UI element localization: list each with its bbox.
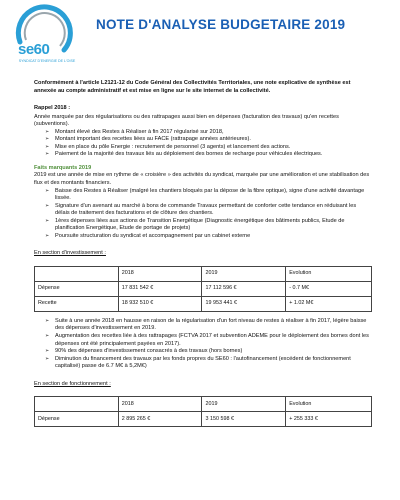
investissement-table: [34, 266, 372, 312]
faits-title: Faits marquants 2019: [34, 164, 92, 171]
table-row: [35, 296, 372, 311]
table-cell: + 255 333 €: [286, 412, 372, 427]
table-cell: 2018: [118, 397, 202, 412]
list-item: ➢ Montant important des recettes liées au FACE (rattrapage années antérieures).: [45, 136, 372, 144]
list-item: ➢ Augmentation des recettes liée à des rattrapages (FCTVA 2017 et subvention ADEME pour le déploiement des bornes dont les dépenses ont été principalement payées en 2017).: [45, 333, 372, 348]
list-item: ➢ Paiement de la majorité des travaux liés au déploiement des bornes de recharge pour véhicules électriques.: [45, 151, 372, 159]
table-cell: Dépense: [35, 281, 119, 296]
investissement-list: [45, 318, 372, 371]
table-cell: 2018: [118, 266, 202, 281]
document-body: [34, 80, 372, 427]
table-cell: 17 112 596 €: [202, 281, 286, 296]
table-cell: 2019: [202, 397, 286, 412]
list-item: ➢ Baisse des Restes à Réaliser (malgré les chantiers bloqués par la dépose de la fibre optique), signe d'une activité davantage lissée.: [45, 188, 372, 203]
faits-list: [45, 188, 372, 241]
table-cell: [35, 266, 119, 281]
faits-text: 2019 est une année de mise en rythme de « croisière » des activités du syndicat, marquée par une amélioration et une stabilisation des flux et des montants financiers.: [34, 172, 370, 187]
table-row: [35, 266, 372, 281]
table-cell: Dépense: [35, 412, 119, 427]
table-cell: 17 831 542 €: [118, 281, 202, 296]
table-cell: 18 932 510 €: [118, 296, 202, 311]
list-item: ➢ Montant élevé des Restes à Réaliser à fin 2017 régularisé sur 2018,: [45, 129, 372, 137]
table-cell: Recette: [35, 296, 119, 311]
investissement-title: En section d'investissement :: [34, 250, 106, 257]
logo-text: se60: [18, 41, 50, 58]
table-cell: 2019: [202, 266, 286, 281]
table-cell: [35, 397, 119, 412]
table-cell: Evolution: [286, 266, 372, 281]
table-cell: + 1.02 M€: [286, 296, 372, 311]
list-item: ➢ Diminution du financement des travaux par les fonds propres du SE60 : l'autofinancement (excédent de fonctionnement capitalisé) passe de 6.7 M€ à 5,2M€): [45, 356, 372, 371]
list-item: ➢ 90% des dépenses d'investissement consacrés à des travaux (hors bornes): [45, 348, 372, 356]
list-item: ➢ 1ères dépenses liées aux actions de Transition Energétique (Diagnostic énergétique des bâtiments publics, Etude de planification Energétique, Etude de portage de projets): [45, 218, 372, 233]
table-row: [35, 412, 372, 427]
list-item: ➢ Mise en place du pôle Energie : recrutement de personnel (3 agents) et lancement des actions.: [45, 144, 372, 152]
rappel-title: Rappel 2018 :: [34, 105, 71, 112]
rappel-list: [45, 129, 372, 159]
table-cell: 19 953 441 €: [202, 296, 286, 311]
table-cell: 3 150 598 €: [202, 412, 286, 427]
table-cell: - 0.7 M€: [286, 281, 372, 296]
logo-subtitle: SYNDICAT D'ENERGIE DE L'OISE: [18, 59, 76, 63]
list-item: ➢ Poursuite structuration du syndicat et accompagnement par un cabinet externe: [45, 233, 372, 241]
table-row: [35, 397, 372, 412]
fonctionnement-table: [34, 396, 372, 427]
table-cell: Evolution: [286, 397, 372, 412]
table-row: [35, 281, 372, 296]
intro-paragraph: Conformément à l'article L2121-12 du Code Général des Collectivités Territoriales, une note explicative de synthèse est annexée au compte administratif et est mise en ligne sur le site internet de la collectivité.: [34, 80, 351, 94]
fonctionnement-title: En section de fonctionnement :: [34, 380, 111, 387]
page-title: NOTE D'ANALYSE BUDGETAIRE 2019: [96, 17, 346, 32]
rappel-text: Année marquée par des régularisations ou des rattrapages aussi bien en dépenses (facturation des travaux) qu'en recettes (subventions).: [34, 113, 339, 128]
list-item: ➢ Suite à une année 2018 en hausse en raison de la régularisation d'un fort niveau de restes à réaliser à fin 2017, légère baisse des dépenses d'investissement en 2019.: [45, 318, 372, 333]
table-cell: 2 895 265 €: [118, 412, 202, 427]
list-item: ➢ Signature d'un avenant au marché à bons de commande Travaux permettant de conforter cette tendance en réduisant les délais de traitement des facturations et de clôture des chantiers.: [45, 203, 372, 218]
